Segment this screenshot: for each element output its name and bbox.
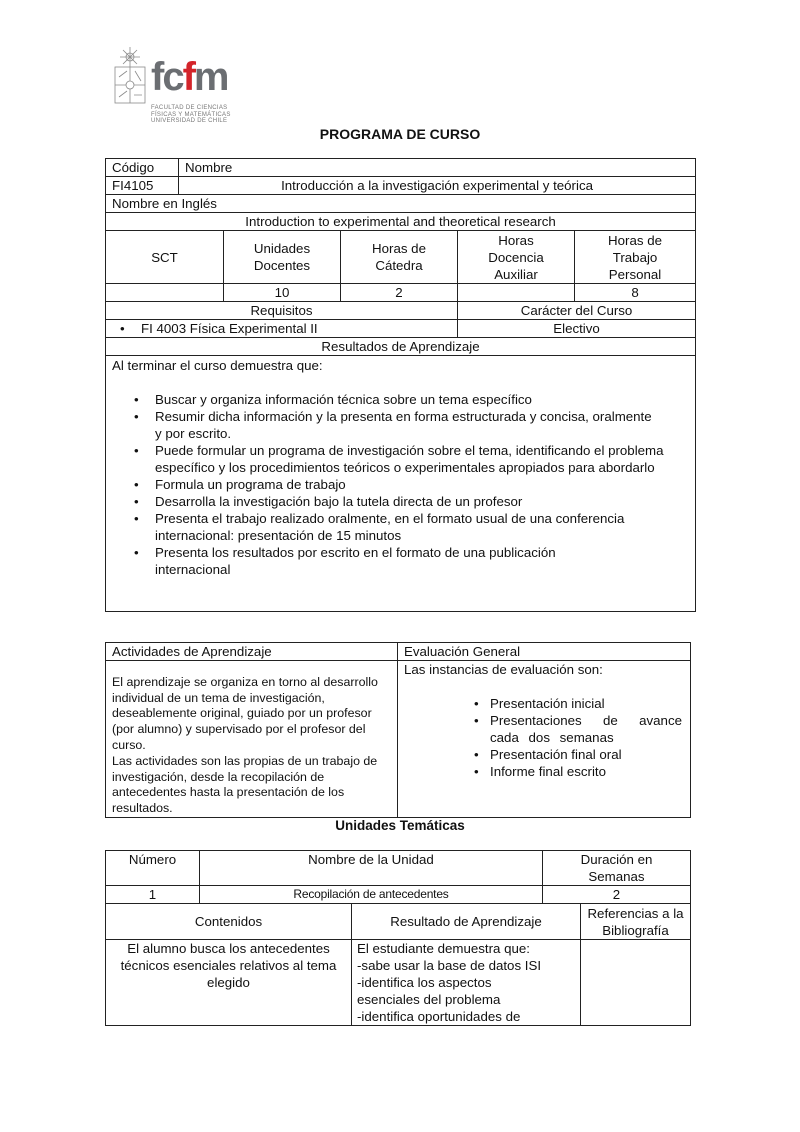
evaluation-label: Evaluación General	[398, 643, 691, 661]
learning-results-cell	[106, 356, 696, 612]
unit-name: Recopilación de antecedentes	[200, 886, 543, 904]
units-table	[105, 850, 691, 1026]
requirement-item: • FI 4003 Física Experimental II	[92, 320, 457, 337]
detail-header-contents: Contenidos	[106, 904, 352, 940]
activities-text: El aprendizaje se organiza en torno al desarrollo individual de un tema de investigación, deseablemente original, guiado por un profesor (por alumno) y supervisado por el profesor del curso.	[112, 674, 378, 753]
detail-header-references: Referencias a la Bibliografía	[581, 904, 691, 940]
detail-header-result: Resultado de Aprendizaje	[352, 904, 581, 940]
learning-result-item: • Buscar y organiza información técnica sobre un tema específico	[106, 391, 685, 408]
hours-header-unidades: Unidades Docentes	[224, 231, 341, 284]
result-line: -identifica oportunidades de	[357, 1009, 521, 1024]
learning-results-intro: Al terminar el curso demuestra que:	[112, 358, 323, 373]
unit-duration: 2	[543, 886, 691, 904]
course-name: Introducción a la investigación experimental y teórica	[179, 177, 696, 195]
learning-result-item: • Presenta el trabajo realizado oralmente, en el formato usual de una conferencia internacional: presentación de 15 minutos	[106, 510, 685, 544]
activities-cell	[106, 661, 398, 818]
result-line: -identifica los aspectos esenciales del problema	[357, 975, 501, 1007]
result-intro: El estudiante demuestra que:	[357, 941, 530, 956]
learning-result-item: • Desarrolla la investigación bajo la tutela directa de un profesor	[106, 493, 685, 510]
course-code: FI4105	[106, 177, 179, 195]
activities-evaluation-table	[105, 642, 691, 818]
code-label: Código	[106, 159, 179, 177]
hours-value-personal: 8	[575, 284, 696, 302]
evaluation-item: • Presentación final oral	[398, 746, 684, 763]
hours-value-sct	[106, 284, 224, 302]
activities-label: Actividades de Aprendizaje	[106, 643, 398, 661]
evaluation-cell	[398, 661, 691, 818]
hours-header-sct: SCT	[106, 231, 224, 284]
hours-value-catedra: 2	[341, 284, 458, 302]
hours-header-catedra: Horas de Cátedra	[341, 231, 458, 284]
units-header-number: Número	[106, 851, 200, 886]
evaluation-item: • Informe final escrito	[398, 763, 684, 780]
requirements-cell	[106, 320, 458, 338]
course-info-table	[105, 158, 696, 612]
english-name-label: Nombre en Inglés	[106, 195, 696, 213]
name-label: Nombre	[179, 159, 696, 177]
unit-contents: El alumno busca los antecedentes técnicos esenciales relativos al tema elegido	[106, 940, 352, 1026]
units-header-duration: Duración en Semanas	[543, 851, 691, 886]
university-crest-icon	[113, 47, 147, 107]
evaluation-item: • Presentaciones de avance cada dos semanas	[398, 712, 684, 746]
fcfm-logo	[113, 47, 243, 129]
english-name: Introduction to experimental and theoretical research	[106, 213, 696, 231]
page-title: PROGRAMA DE CURSO	[319, 126, 481, 142]
hours-value-auxiliar	[458, 284, 575, 302]
evaluation-list	[398, 695, 684, 780]
evaluation-item: • Presentación inicial	[398, 695, 684, 712]
units-title: Unidades Temáticas	[335, 818, 465, 833]
result-line: -sabe usar la base de datos ISI	[357, 958, 542, 973]
unit-number: 1	[106, 886, 200, 904]
logo-wordmark: fcfm	[151, 55, 228, 99]
course-character: Electivo	[458, 320, 696, 338]
evaluation-intro: Las instancias de evaluación son:	[404, 662, 603, 677]
learning-result-item: • Resumir dicha información y la presenta en forma estructurada y concisa, oralmente y por escrito.	[106, 408, 685, 442]
units-header-name: Nombre de la Unidad	[200, 851, 543, 886]
requirements-label: Requisitos	[106, 302, 458, 320]
hours-value-unidades: 10	[224, 284, 341, 302]
learning-results-label: Resultados de Aprendizaje	[106, 338, 696, 356]
unit-references	[581, 940, 691, 1026]
learning-result-item: • Puede formular un programa de investigación sobre el tema, identificando el problema específico y los procedimientos teóricos o experimentales apropiados para abordarlo	[106, 442, 685, 476]
activities-text: Las actividades son las propias de un trabajo de investigación, desde la recopilación de antecedentes hasta la presentación de los resultados.	[112, 753, 378, 816]
unit-result-cell	[352, 940, 581, 1026]
learning-result-item: • Formula un programa de trabajo	[106, 476, 685, 493]
character-label: Carácter del Curso	[458, 302, 696, 320]
learning-result-item: • Presenta los resultados por escrito en el formato de una publicación internacional	[106, 544, 685, 578]
hours-header-auxiliar: Horas Docencia Auxiliar	[458, 231, 575, 284]
learning-results-list	[106, 391, 689, 578]
logo-subtitle: FACULTAD DE CIENCIAS FÍSICAS Y MATEMÁTICAS UNIVERSIDAD DE CHILE	[151, 105, 231, 124]
hours-header-personal: Horas de Trabajo Personal	[575, 231, 696, 284]
